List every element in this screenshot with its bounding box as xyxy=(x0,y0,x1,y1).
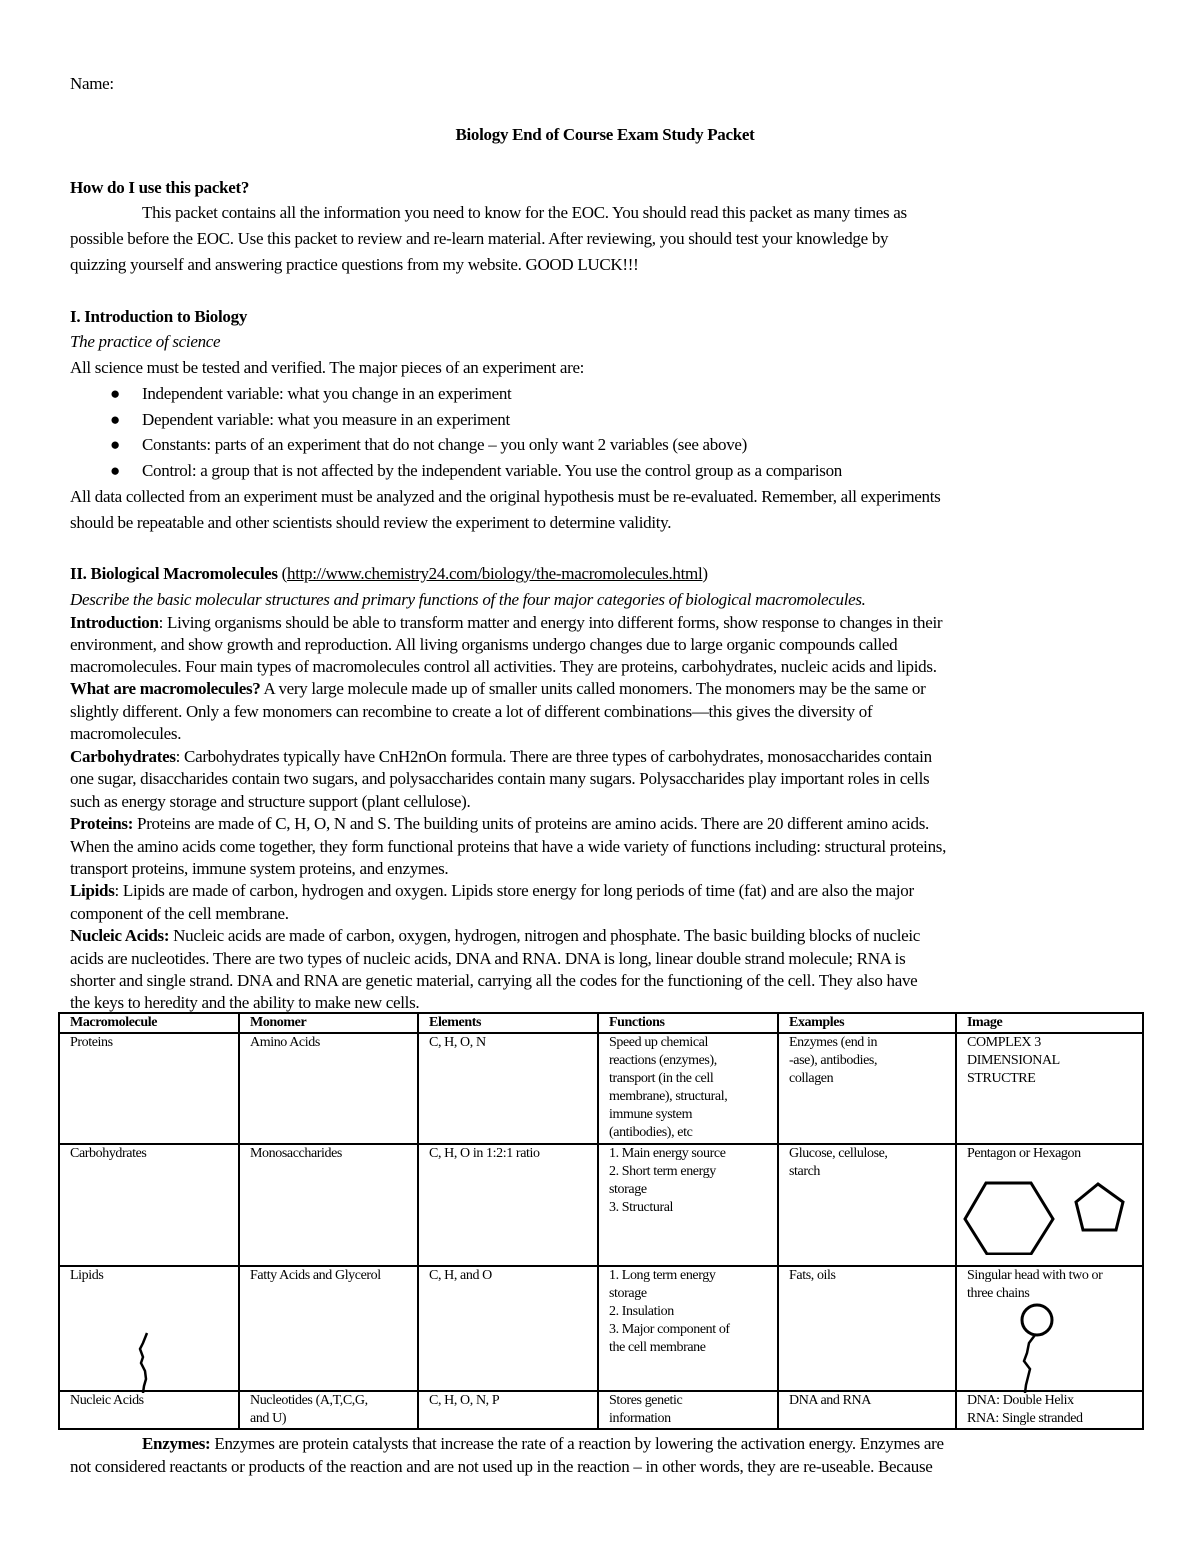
examples-cell: Enzymes (end in -ase), antibodies, collagen xyxy=(778,1033,956,1144)
lipid-head-tail-icon xyxy=(1012,1303,1062,1393)
proteins-paragraph: Proteins: Proteins are made of C, H, O, N and S. The building units of proteins are amino acids. There are 20 different amino acids. xyxy=(70,814,929,833)
bullet-item: ● Control: a group that is not affected by the independent variable. You use the control group as a comparison xyxy=(110,461,843,480)
lipids-line: component of the cell membrane. xyxy=(70,904,289,923)
functions-cell: 1. Main energy source 2. Short term energy storage 3. Structural xyxy=(598,1144,778,1266)
elements-cell: C, H, O, N xyxy=(418,1033,598,1144)
column-header: Monomer xyxy=(239,1013,418,1033)
monomer-cell: Nucleotides (A,T,C,G, and U) xyxy=(239,1391,418,1429)
macromolecule-cell: Lipids xyxy=(59,1266,239,1391)
macromolecule-table xyxy=(58,1012,1144,1430)
nucleic-acids-line: shorter and single strand. DNA and RNA are genetic material, carrying all the codes for the functioning of the cell. They also have xyxy=(70,971,918,990)
macromolecule-cell: Nucleic Acids xyxy=(59,1391,239,1429)
bullet-icon: ● xyxy=(110,410,120,429)
proteins-line: When the amino acids come together, they form functional proteins that have a wide variety of functions including: structural proteins, xyxy=(70,837,947,856)
bullet-item: ● Dependent variable: what you measure in an experiment xyxy=(110,410,510,429)
document-title: Biology End of Course Exam Study Packet xyxy=(455,125,755,144)
elements-cell: C, H, and O xyxy=(418,1266,598,1391)
elements-cell: C, H, O, N, P xyxy=(418,1391,598,1429)
table-row xyxy=(59,1266,1143,1391)
bullet-icon: ● xyxy=(110,435,120,454)
table-header-row xyxy=(59,1013,1143,1033)
column-header: Image xyxy=(956,1013,1143,1033)
introduction-paragraph: Introduction: Living organisms should be able to transform matter and energy into different forms, show response to changes in their xyxy=(70,613,943,632)
intro-line: possible before the EOC. Use this packet to review and re-learn material. After reviewing, you should test your knowledge by xyxy=(70,229,889,248)
column-header: Functions xyxy=(598,1013,778,1033)
bullet-item: ● Independent variable: what you change in an experiment xyxy=(110,384,512,403)
section1-closing: All data collected from an experiment must be analyzed and the original hypothesis must be re-evaluated. Remember, all experiments xyxy=(70,487,941,506)
table-row xyxy=(59,1391,1143,1429)
functions-cell: Stores genetic information xyxy=(598,1391,778,1429)
carbohydrates-line: such as energy storage and structure support (plant cellulose). xyxy=(70,792,471,811)
intro-heading: How do I use this packet? xyxy=(70,178,250,197)
what-are-paragraph: What are macromolecules? A very large molecule made up of smaller units called monomers. The monomers may be the same or xyxy=(70,679,926,698)
functions-cell: Speed up chemical reactions (enzymes), transport (in the cell membrane), structural, immune system (antibodies), etc xyxy=(598,1033,778,1144)
macromolecule-cell: Carbohydrates xyxy=(59,1144,239,1266)
section1-closing: should be repeatable and other scientists should review the experiment to determine validity. xyxy=(70,513,672,532)
introduction-line: environment, and show growth and reproduction. All living organisms undergo changes due to large organic compounds called xyxy=(70,635,898,654)
carbohydrates-paragraph: Carbohydrates: Carbohydrates typically have CnH2nOn formula. There are three types of carbohydrates, monosaccharides contain xyxy=(70,747,932,766)
enzymes-paragraph: Enzymes: Enzymes are protein catalysts that increase the rate of a reaction by lowering the activation energy. Enzymes are xyxy=(142,1434,944,1453)
proteins-line: transport proteins, immune system proteins, and enzymes. xyxy=(70,859,449,878)
squiggle-chain-icon xyxy=(135,1331,155,1393)
image-cell: Singular head with two or three chains xyxy=(956,1266,1143,1391)
section2-heading: II. Biological Macromolecules xyxy=(70,564,278,583)
bullet-item: ● Constants: parts of an experiment that do not change – you only want 2 variables (see above) xyxy=(110,435,748,454)
elements-cell: C, H, O in 1:2:1 ratio xyxy=(418,1144,598,1266)
examples-cell: Glucose, cellulose, starch xyxy=(778,1144,956,1266)
column-header: Elements xyxy=(418,1013,598,1033)
macromolecule-cell: Proteins xyxy=(59,1033,239,1144)
section1-heading: I. Introduction to Biology xyxy=(70,307,248,326)
section2-heading-line: II. Biological Macromolecules (http://www.chemistry24.com/biology/the-macromolecules.html) xyxy=(70,564,708,583)
introduction-line: macromolecules. Four main types of macromolecules control all activities. They are proteins, carbohydrates, nucleic acids and lipids. xyxy=(70,657,937,676)
what-are-line: slightly different. Only a few monomers can recombine to create a lot of different combinations—this gives the diversity of xyxy=(70,702,873,721)
section1-lead: All science must be tested and verified. The major pieces of an experiment are: xyxy=(70,358,585,377)
what-are-line: macromolecules. xyxy=(70,724,182,743)
bullet-icon: ● xyxy=(110,384,120,403)
image-cell: COMPLEX 3 DIMENSIONAL STRUCTRE xyxy=(956,1033,1143,1144)
column-header: Examples xyxy=(778,1013,956,1033)
lipids-paragraph: Lipids: Lipids are made of carbon, hydrogen and oxygen. Lipids store energy for long periods of time (fat) and are also the major xyxy=(70,881,914,900)
column-header: Macromolecule xyxy=(59,1013,239,1033)
carbohydrates-line: one sugar, disaccharides contain two sugars, and polysaccharides contain many sugars. Polysaccharides play important roles in cells xyxy=(70,769,930,788)
image-cell: Pentagon or Hexagon xyxy=(956,1144,1143,1266)
examples-cell: DNA and RNA xyxy=(778,1391,956,1429)
functions-cell: 1. Long term energy storage 2. Insulation 3. Major component of the cell membrane xyxy=(598,1266,778,1391)
nucleic-acids-line: acids are nucleotides. There are two types of nucleic acids, DNA and RNA. DNA is long, linear double strand molecule; RNA is xyxy=(70,949,906,968)
chemistry24-link[interactable]: http://www.chemistry24.com/biology/the-macromolecules.html xyxy=(287,564,703,583)
enzymes-line: not considered reactants or products of the reaction and are not used up in the reaction – in other words, they are re-useable. Because xyxy=(70,1457,933,1476)
table-row xyxy=(59,1144,1143,1266)
bullet-icon: ● xyxy=(110,461,120,480)
name-label: Name: xyxy=(70,74,114,93)
hexagon-pentagon-icon xyxy=(963,1175,1133,1255)
monomer-cell: Monosaccharides xyxy=(239,1144,418,1266)
intro-line: This packet contains all the information you need to know for the EOC. You should read this packet as many times as xyxy=(142,203,907,222)
section1-subheading: The practice of science xyxy=(70,332,221,351)
monomer-cell: Amino Acids xyxy=(239,1033,418,1144)
table-row xyxy=(59,1033,1143,1144)
nucleic-acids-line: the keys to heredity and the ability to make new cells. xyxy=(70,993,420,1012)
section2-objective: Describe the basic molecular structures and primary functions of the four major categories of biological macromolecules. xyxy=(70,590,866,609)
examples-cell: Fats, oils xyxy=(778,1266,956,1391)
monomer-cell: Fatty Acids and Glycerol xyxy=(239,1266,418,1391)
nucleic-acids-paragraph: Nucleic Acids: Nucleic acids are made of carbon, oxygen, hydrogen, nitrogen and phosphate. The basic building blocks of nucleic xyxy=(70,926,921,945)
intro-line: quizzing yourself and answering practice questions from my website. GOOD LUCK!!! xyxy=(70,255,639,274)
image-cell: DNA: Double Helix RNA: Single stranded xyxy=(956,1391,1143,1429)
